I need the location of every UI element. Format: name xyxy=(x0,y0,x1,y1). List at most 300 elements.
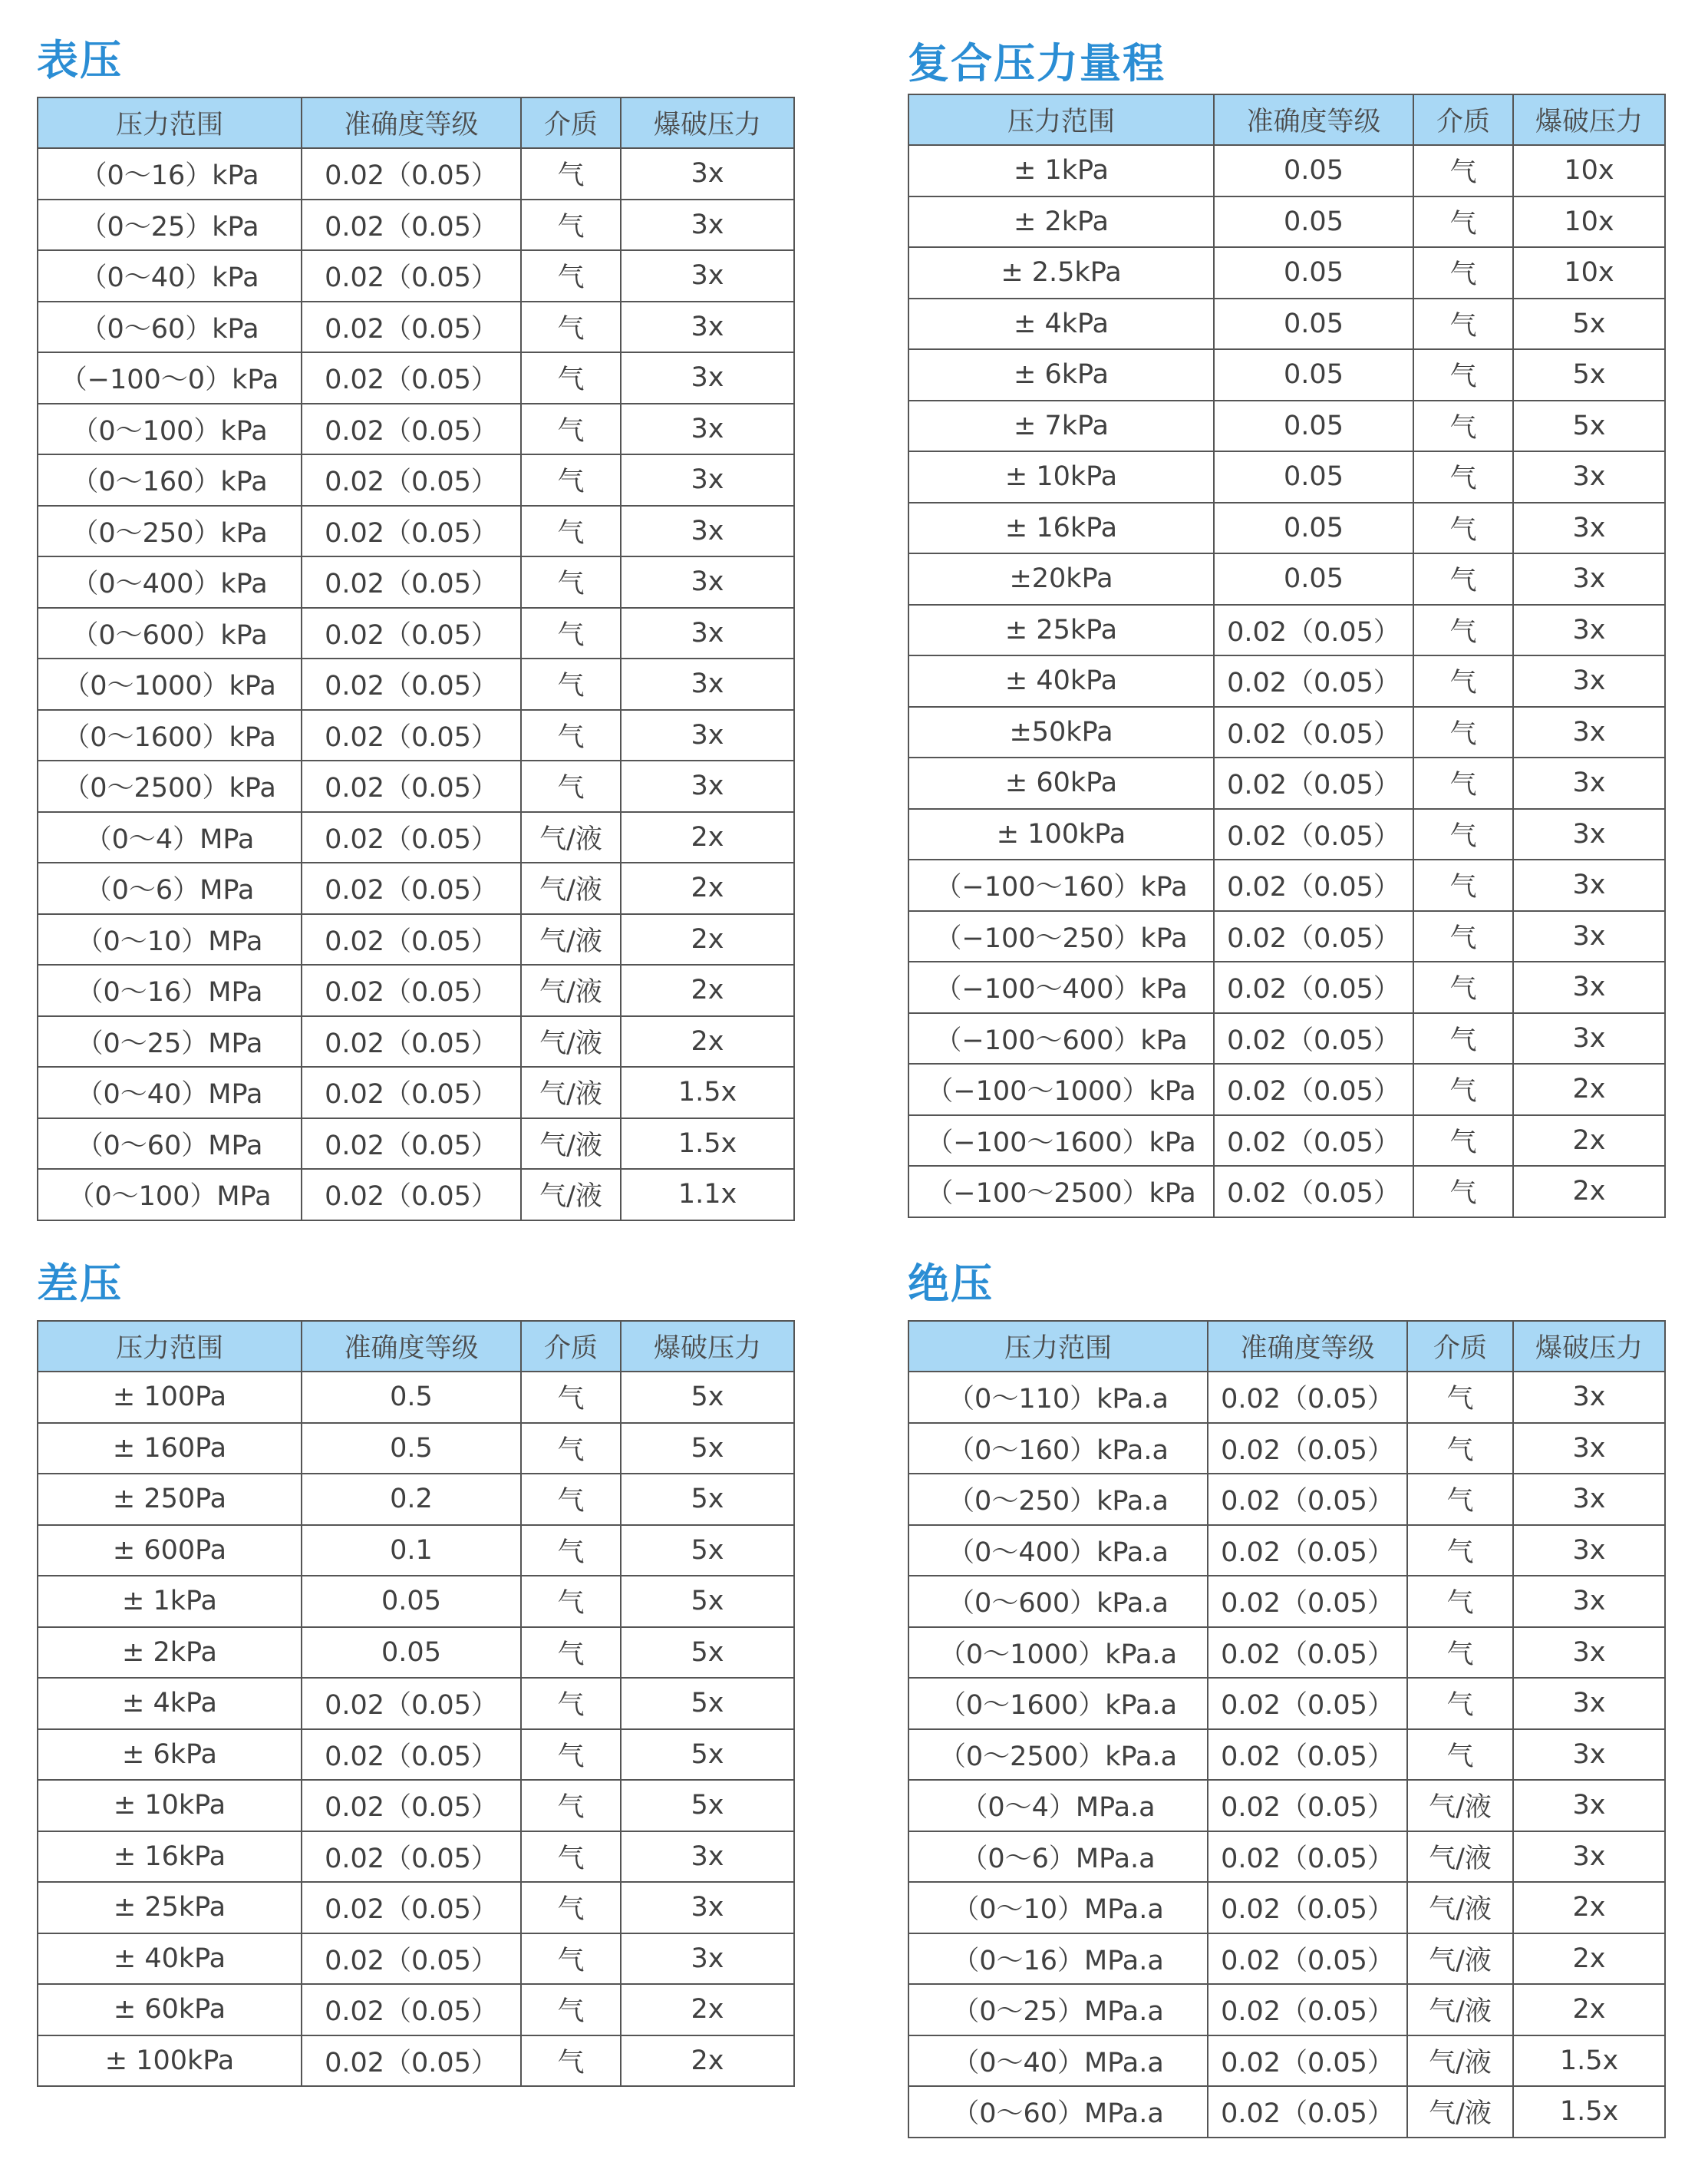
medium-cell: 气 xyxy=(1413,809,1513,860)
medium-cell: 气 xyxy=(1407,1627,1513,1679)
medium-cell: 气 xyxy=(1413,247,1513,299)
burst-cell: 3x xyxy=(621,302,794,353)
accuracy-cell: 0.02（0.05） xyxy=(1214,1013,1413,1065)
table-row xyxy=(38,148,794,200)
table-row xyxy=(38,1729,794,1781)
range-cell: （0～1600）kPa.a xyxy=(908,1678,1208,1729)
accuracy-cell: 0.02（0.05） xyxy=(1214,860,1413,911)
range-cell: （0～100）MPa xyxy=(38,1169,302,1220)
table-row xyxy=(38,352,794,404)
range-cell: （0～2500）kPa xyxy=(38,761,302,812)
range-cell: ± 4kPa xyxy=(38,1678,302,1729)
burst-cell: 5x xyxy=(1513,299,1665,350)
range-cell: ± 40kPa xyxy=(38,1933,302,1985)
accuracy-cell: 0.02（0.05） xyxy=(302,200,521,251)
accuracy-cell: 0.02（0.05） xyxy=(1214,655,1413,707)
range-cell: ± 10kPa xyxy=(38,1780,302,1831)
accuracy-cell: 0.02（0.05） xyxy=(1214,1115,1413,1167)
table-row xyxy=(908,503,1665,554)
medium-cell: 气 xyxy=(1413,707,1513,758)
header-range: 压力范围 xyxy=(908,1321,1208,1372)
accuracy-cell: 0.02（0.05） xyxy=(1214,911,1413,962)
burst-cell: 5x xyxy=(1513,401,1665,452)
range-cell: ± 6kPa xyxy=(38,1729,302,1781)
range-cell: （0～100）kPa xyxy=(38,404,302,455)
range-cell: （0～60）MPa xyxy=(38,1118,302,1170)
medium-cell: 气 xyxy=(521,1984,621,2035)
medium-cell: 气 xyxy=(521,1525,621,1576)
table-row xyxy=(38,2035,794,2087)
range-cell: （0～400）kPa xyxy=(38,556,302,608)
medium-cell: 气 xyxy=(1413,1166,1513,1217)
accuracy-cell: 0.02（0.05） xyxy=(1208,1678,1407,1729)
medium-cell: 气/液 xyxy=(1407,2035,1513,2087)
medium-cell: 气 xyxy=(1407,1474,1513,1525)
gauge-pressure-table xyxy=(37,97,795,1221)
burst-cell: 1.1x xyxy=(621,1169,794,1220)
burst-cell: 1.5x xyxy=(621,1118,794,1170)
burst-cell: 3x xyxy=(621,659,794,710)
medium-cell: 气 xyxy=(1413,758,1513,809)
medium-cell: 气 xyxy=(521,1678,621,1729)
table-header-row xyxy=(38,97,794,148)
burst-cell: 3x xyxy=(1513,1627,1665,1679)
burst-cell: 3x xyxy=(1513,1525,1665,1576)
accuracy-cell: 0.02（0.05） xyxy=(302,302,521,353)
table-row xyxy=(38,1474,794,1525)
range-cell: ± 25kPa xyxy=(908,605,1214,656)
table-row xyxy=(908,2086,1665,2138)
header-medium: 介质 xyxy=(1413,94,1513,145)
accuracy-cell: 0.02（0.05） xyxy=(1208,1933,1407,1985)
table-row xyxy=(908,1678,1665,1729)
table-row xyxy=(38,608,794,659)
table-row xyxy=(38,914,794,966)
medium-cell: 气 xyxy=(1407,1423,1513,1474)
accuracy-cell: 0.02（0.05） xyxy=(302,454,521,506)
table-row xyxy=(38,506,794,557)
table-row xyxy=(38,1831,794,1883)
burst-cell: 3x xyxy=(1513,605,1665,656)
gauge-pressure-title: 表压 xyxy=(37,36,123,84)
differential-pressure-title: 差压 xyxy=(37,1259,123,1308)
range-cell: ± 6kPa xyxy=(908,349,1214,401)
range-cell: ± 7kPa xyxy=(908,401,1214,452)
accuracy-cell: 0.02（0.05） xyxy=(1208,1372,1407,1423)
accuracy-cell: 0.02（0.05） xyxy=(1208,1882,1407,1933)
absolute-pressure-table xyxy=(908,1320,1666,2138)
accuracy-cell: 0.02（0.05） xyxy=(302,148,521,200)
burst-cell: 3x xyxy=(1513,707,1665,758)
header-accuracy: 准确度等级 xyxy=(1208,1321,1407,1372)
header-medium: 介质 xyxy=(521,97,621,148)
accuracy-cell: 0.05 xyxy=(1214,503,1413,554)
accuracy-cell: 0.02（0.05） xyxy=(1208,1831,1407,1883)
accuracy-cell: 0.02（0.05） xyxy=(302,1169,521,1220)
medium-cell: 气 xyxy=(1407,1372,1513,1423)
accuracy-cell: 0.02（0.05） xyxy=(302,404,521,455)
accuracy-cell: 0.02（0.05） xyxy=(302,1933,521,1985)
accuracy-cell: 0.02（0.05） xyxy=(302,812,521,863)
accuracy-cell: 0.02（0.05） xyxy=(302,659,521,710)
range-cell: ± 4kPa xyxy=(908,299,1214,350)
burst-cell: 3x xyxy=(1513,809,1665,860)
medium-cell: 气 xyxy=(521,1627,621,1679)
accuracy-cell: 0.02（0.05） xyxy=(1208,1525,1407,1576)
accuracy-cell: 0.05 xyxy=(1214,299,1413,350)
range-cell: ± 60kPa xyxy=(908,758,1214,809)
accuracy-cell: 0.02（0.05） xyxy=(1214,707,1413,758)
medium-cell: 气 xyxy=(521,1474,621,1525)
table-row xyxy=(38,404,794,455)
burst-cell: 3x xyxy=(1513,1831,1665,1883)
header-accuracy: 准确度等级 xyxy=(302,97,521,148)
accuracy-cell: 0.02（0.05） xyxy=(302,1984,521,2035)
burst-cell: 3x xyxy=(621,710,794,761)
accuracy-cell: 0.05 xyxy=(1214,349,1413,401)
medium-cell: 气 xyxy=(1407,1525,1513,1576)
medium-cell: 气 xyxy=(1413,860,1513,911)
table-row xyxy=(908,1474,1665,1525)
burst-cell: 5x xyxy=(621,1423,794,1474)
range-cell: （0～600）kPa.a xyxy=(908,1576,1208,1627)
medium-cell: 气 xyxy=(1413,553,1513,605)
table-row xyxy=(908,349,1665,401)
range-cell: （0～6）MPa.a xyxy=(908,1831,1208,1883)
range-cell: ± 600Pa xyxy=(38,1525,302,1576)
table-row xyxy=(908,1627,1665,1679)
medium-cell: 气 xyxy=(1413,911,1513,962)
range-cell: （0～1000）kPa xyxy=(38,659,302,710)
medium-cell: 气/液 xyxy=(521,863,621,914)
header-range: 压力范围 xyxy=(38,1321,302,1372)
compound-range-title: 复合压力量程 xyxy=(908,39,1166,87)
medium-cell: 气 xyxy=(1407,1729,1513,1781)
table-row xyxy=(908,1423,1665,1474)
range-cell: （0～40）kPa xyxy=(38,250,302,302)
accuracy-cell: 0.02（0.05） xyxy=(1214,605,1413,656)
range-cell: ± 16kPa xyxy=(908,503,1214,554)
medium-cell: 气 xyxy=(521,404,621,455)
differential-pressure-table xyxy=(37,1320,795,2087)
burst-cell: 3x xyxy=(621,1831,794,1883)
range-cell: ± 160Pa xyxy=(38,1423,302,1474)
burst-cell: 3x xyxy=(621,1882,794,1933)
table-row xyxy=(38,1882,794,1933)
table-row xyxy=(38,1627,794,1679)
range-cell: ± 10kPa xyxy=(908,451,1214,503)
table-row xyxy=(908,451,1665,503)
header-burst: 爆破压力 xyxy=(621,97,794,148)
burst-cell: 3x xyxy=(1513,655,1665,707)
burst-cell: 2x xyxy=(1513,1115,1665,1167)
burst-cell: 5x xyxy=(621,1576,794,1627)
accuracy-cell: 0.02（0.05） xyxy=(1208,1780,1407,1831)
range-cell: （0～1600）kPa xyxy=(38,710,302,761)
table-row xyxy=(38,200,794,251)
burst-cell: 3x xyxy=(1513,1423,1665,1474)
accuracy-cell: 0.02（0.05） xyxy=(302,710,521,761)
table-row xyxy=(38,1780,794,1831)
range-cell: （−100～1000）kPa xyxy=(908,1064,1214,1115)
table-row xyxy=(908,1780,1665,1831)
table-row xyxy=(908,1064,1665,1115)
burst-cell: 5x xyxy=(621,1780,794,1831)
accuracy-cell: 0.02（0.05） xyxy=(302,1729,521,1781)
medium-cell: 气 xyxy=(1413,1115,1513,1167)
table-row xyxy=(38,250,794,302)
burst-cell: 2x xyxy=(621,1016,794,1068)
burst-cell: 3x xyxy=(621,148,794,200)
header-burst: 爆破压力 xyxy=(1513,1321,1665,1372)
medium-cell: 气 xyxy=(521,710,621,761)
medium-cell: 气 xyxy=(521,608,621,659)
table-row xyxy=(38,1016,794,1068)
range-cell: （0～4）MPa xyxy=(38,812,302,863)
table-row xyxy=(38,1423,794,1474)
accuracy-cell: 0.02（0.05） xyxy=(1208,1423,1407,1474)
burst-cell: 1.5x xyxy=(1513,2086,1665,2138)
range-cell: （0～4）MPa.a xyxy=(908,1780,1208,1831)
table-row xyxy=(38,454,794,506)
medium-cell: 气 xyxy=(1413,1013,1513,1065)
table-row xyxy=(38,1933,794,1985)
table-row xyxy=(38,1576,794,1627)
range-cell: （−100～400）kPa xyxy=(908,962,1214,1013)
medium-cell: 气 xyxy=(521,506,621,557)
medium-cell: 气 xyxy=(1413,962,1513,1013)
burst-cell: 2x xyxy=(621,2035,794,2087)
burst-cell: 2x xyxy=(1513,1984,1665,2035)
table-row xyxy=(908,962,1665,1013)
burst-cell: 2x xyxy=(621,812,794,863)
table-row xyxy=(38,812,794,863)
accuracy-cell: 0.02（0.05） xyxy=(302,761,521,812)
header-range: 压力范围 xyxy=(908,94,1214,145)
table-row xyxy=(38,1118,794,1170)
medium-cell: 气 xyxy=(521,1423,621,1474)
range-cell: ± 250Pa xyxy=(38,1474,302,1525)
header-accuracy: 准确度等级 xyxy=(302,1321,521,1372)
range-cell: （0～40）MPa.a xyxy=(908,2035,1208,2087)
table-row xyxy=(908,196,1665,248)
range-cell: ± 100kPa xyxy=(908,809,1214,860)
accuracy-cell: 0.02（0.05） xyxy=(1208,1729,1407,1781)
burst-cell: 2x xyxy=(621,1984,794,2035)
table-header-row xyxy=(908,1321,1665,1372)
burst-cell: 3x xyxy=(1513,758,1665,809)
table-header-row xyxy=(908,94,1665,145)
accuracy-cell: 0.02（0.05） xyxy=(1214,1166,1413,1217)
range-cell: （0～40）MPa xyxy=(38,1067,302,1118)
accuracy-cell: 0.02（0.05） xyxy=(302,2035,521,2087)
table-row xyxy=(908,401,1665,452)
range-cell: （0～250）kPa.a xyxy=(908,1474,1208,1525)
table-row xyxy=(908,299,1665,350)
range-cell: ± 100kPa xyxy=(38,2035,302,2087)
burst-cell: 3x xyxy=(1513,1576,1665,1627)
range-cell: ± 40kPa xyxy=(908,655,1214,707)
header-burst: 爆破压力 xyxy=(621,1321,794,1372)
medium-cell: 气 xyxy=(1413,349,1513,401)
medium-cell: 气/液 xyxy=(1407,2086,1513,2138)
accuracy-cell: 0.02（0.05） xyxy=(1214,1064,1413,1115)
burst-cell: 3x xyxy=(1513,911,1665,962)
burst-cell: 3x xyxy=(621,761,794,812)
medium-cell: 气/液 xyxy=(521,1118,621,1170)
burst-cell: 3x xyxy=(621,1933,794,1985)
medium-cell: 气 xyxy=(521,352,621,404)
accuracy-cell: 0.02（0.05） xyxy=(302,1016,521,1068)
medium-cell: 气/液 xyxy=(1407,1984,1513,2035)
accuracy-cell: 0.02（0.05） xyxy=(302,506,521,557)
medium-cell: 气 xyxy=(1407,1678,1513,1729)
range-cell: （0～25）kPa xyxy=(38,200,302,251)
range-cell: （0～10）MPa.a xyxy=(908,1882,1208,1933)
accuracy-cell: 0.02（0.05） xyxy=(1208,2035,1407,2087)
accuracy-cell: 0.02（0.05） xyxy=(1214,809,1413,860)
medium-cell: 气/液 xyxy=(521,965,621,1016)
medium-cell: 气/液 xyxy=(1407,1882,1513,1933)
burst-cell: 5x xyxy=(621,1627,794,1679)
burst-cell: 10x xyxy=(1513,247,1665,299)
medium-cell: 气 xyxy=(521,1729,621,1781)
accuracy-cell: 0.02（0.05） xyxy=(302,1678,521,1729)
accuracy-cell: 0.02（0.05） xyxy=(1208,2086,1407,2138)
medium-cell: 气 xyxy=(1407,1576,1513,1627)
accuracy-cell: 0.02（0.05） xyxy=(1208,1576,1407,1627)
accuracy-cell: 0.02（0.05） xyxy=(1214,962,1413,1013)
burst-cell: 5x xyxy=(621,1372,794,1423)
accuracy-cell: 0.02（0.05） xyxy=(302,1882,521,1933)
range-cell: （0～160）kPa xyxy=(38,454,302,506)
medium-cell: 气 xyxy=(521,148,621,200)
medium-cell: 气/液 xyxy=(521,914,621,966)
burst-cell: 3x xyxy=(1513,451,1665,503)
burst-cell: 3x xyxy=(621,352,794,404)
burst-cell: 2x xyxy=(621,965,794,1016)
range-cell: （0～6）MPa xyxy=(38,863,302,914)
table-row xyxy=(38,1984,794,2035)
accuracy-cell: 0.05 xyxy=(1214,145,1413,196)
header-range: 压力范围 xyxy=(38,97,302,148)
header-medium: 介质 xyxy=(521,1321,621,1372)
medium-cell: 气 xyxy=(521,1831,621,1883)
burst-cell: 3x xyxy=(621,404,794,455)
accuracy-cell: 0.02（0.05） xyxy=(302,1067,521,1118)
table-row xyxy=(908,809,1665,860)
medium-cell: 气 xyxy=(521,1576,621,1627)
range-cell: ±20kPa xyxy=(908,553,1214,605)
burst-cell: 2x xyxy=(1513,1064,1665,1115)
table-row xyxy=(908,1525,1665,1576)
accuracy-cell: 0.02（0.05） xyxy=(302,863,521,914)
burst-cell: 1.5x xyxy=(621,1067,794,1118)
range-cell: （−100～160）kPa xyxy=(908,860,1214,911)
burst-cell: 3x xyxy=(1513,1780,1665,1831)
range-cell: ± 1kPa xyxy=(38,1576,302,1627)
burst-cell: 5x xyxy=(621,1729,794,1781)
accuracy-cell: 0.02（0.05） xyxy=(302,352,521,404)
medium-cell: 气 xyxy=(521,250,621,302)
accuracy-cell: 0.5 xyxy=(302,1423,521,1474)
table-row xyxy=(908,1576,1665,1627)
medium-cell: 气/液 xyxy=(1407,1933,1513,1985)
range-cell: ± 100Pa xyxy=(38,1372,302,1423)
table-row xyxy=(38,556,794,608)
range-cell: （−100～0）kPa xyxy=(38,352,302,404)
burst-cell: 3x xyxy=(621,556,794,608)
medium-cell: 气 xyxy=(1413,503,1513,554)
accuracy-cell: 0.02（0.05） xyxy=(302,608,521,659)
table-row xyxy=(908,605,1665,656)
accuracy-cell: 0.02（0.05） xyxy=(1208,1627,1407,1679)
medium-cell: 气 xyxy=(1413,451,1513,503)
accuracy-cell: 0.02（0.05） xyxy=(302,965,521,1016)
range-cell: ± 2kPa xyxy=(908,196,1214,248)
table-row xyxy=(908,1933,1665,1985)
accuracy-cell: 0.02（0.05） xyxy=(302,250,521,302)
burst-cell: 2x xyxy=(1513,1933,1665,1985)
burst-cell: 3x xyxy=(621,454,794,506)
medium-cell: 气 xyxy=(521,200,621,251)
table-header-row xyxy=(38,1321,794,1372)
range-cell: （0～16）kPa xyxy=(38,148,302,200)
medium-cell: 气 xyxy=(521,302,621,353)
medium-cell: 气 xyxy=(1413,196,1513,248)
compound-range-table xyxy=(908,94,1666,1218)
medium-cell: 气 xyxy=(521,454,621,506)
accuracy-cell: 0.02（0.05） xyxy=(302,1118,521,1170)
range-cell: ± 25kPa xyxy=(38,1882,302,1933)
burst-cell: 3x xyxy=(1513,553,1665,605)
table-row xyxy=(908,1729,1665,1781)
medium-cell: 气 xyxy=(1413,605,1513,656)
accuracy-cell: 0.02（0.05） xyxy=(302,914,521,966)
table-row xyxy=(908,1882,1665,1933)
accuracy-cell: 0.05 xyxy=(302,1576,521,1627)
burst-cell: 3x xyxy=(621,608,794,659)
medium-cell: 气/液 xyxy=(521,1016,621,1068)
burst-cell: 10x xyxy=(1513,196,1665,248)
range-cell: （0～110）kPa.a xyxy=(908,1372,1208,1423)
medium-cell: 气 xyxy=(521,1882,621,1933)
accuracy-cell: 0.1 xyxy=(302,1525,521,1576)
absolute-pressure-title: 绝压 xyxy=(908,1259,994,1308)
table-row xyxy=(908,1831,1665,1883)
medium-cell: 气 xyxy=(521,1372,621,1423)
medium-cell: 气 xyxy=(521,761,621,812)
table-row xyxy=(908,655,1665,707)
range-cell: （−100～600）kPa xyxy=(908,1013,1214,1065)
medium-cell: 气 xyxy=(1413,401,1513,452)
accuracy-cell: 0.02（0.05） xyxy=(1208,1474,1407,1525)
accuracy-cell: 0.5 xyxy=(302,1372,521,1423)
medium-cell: 气 xyxy=(1413,655,1513,707)
table-row xyxy=(38,1067,794,1118)
range-cell: （0～60）kPa xyxy=(38,302,302,353)
medium-cell: 气/液 xyxy=(1407,1831,1513,1883)
table-row xyxy=(38,1372,794,1423)
range-cell: ± 2.5kPa xyxy=(908,247,1214,299)
table-row xyxy=(38,761,794,812)
range-cell: （0～16）MPa xyxy=(38,965,302,1016)
burst-cell: 2x xyxy=(1513,1882,1665,1933)
range-cell: （0～600）kPa xyxy=(38,608,302,659)
header-burst: 爆破压力 xyxy=(1513,94,1665,145)
accuracy-cell: 0.2 xyxy=(302,1474,521,1525)
accuracy-cell: 0.05 xyxy=(1214,196,1413,248)
